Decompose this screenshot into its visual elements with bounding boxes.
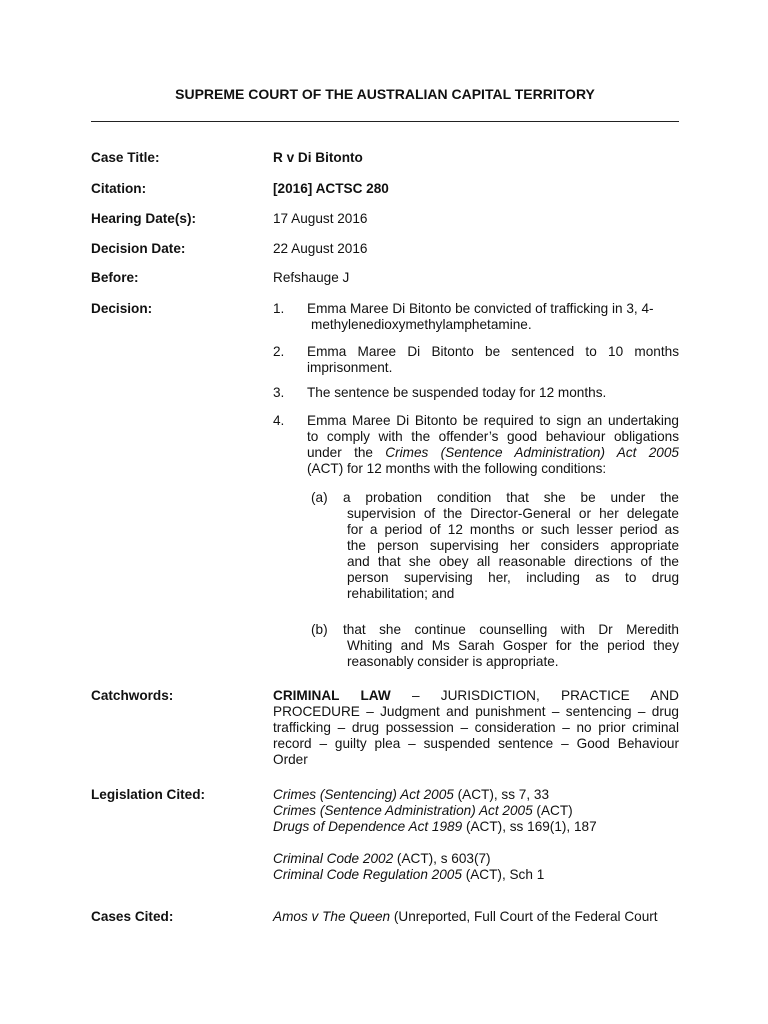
decision-item-text: The sentence be suspended today for 12 months. [307, 385, 607, 400]
legislation-item: Criminal Code Regulation 2005 (ACT), Sch 1 [273, 867, 545, 882]
catchwords-label: Catchwords: [91, 688, 174, 703]
cases-label: Cases Cited: [91, 909, 174, 924]
catchwords-heading: CRIMINAL LAW [273, 688, 391, 703]
catchwords-text: CRIMINAL LAW – JURISDICTION, PRACTICE AND PROCEDURE – Judgment and punishment – sentencing – drug trafficking – drug possession – consideration – no prior criminal record – guilty plea – suspended sentence – Good Behaviour Order [273, 688, 679, 767]
decision-item-number: 4. [273, 413, 285, 428]
hearing-value: 17 August 2016 [273, 211, 368, 226]
decision-item-text: to comply with the offender’s good behaviour obligations [307, 429, 679, 444]
legislation-item: Criminal Code 2002 (ACT), s 603(7) [273, 851, 491, 866]
decision-date-value: 22 August 2016 [273, 241, 368, 256]
decision-label: Decision: [91, 301, 153, 316]
decision-item-number: 3. [273, 385, 285, 400]
decision-item-text: Emma Maree Di Bitonto be required to sign an undertaking [307, 413, 679, 428]
legislation-list [273, 787, 679, 883]
legislation-item: Drugs of Dependence Act 1989 (ACT), ss 169(1), 187 [273, 819, 597, 834]
legislation-item: Crimes (Sentencing) Act 2005 (ACT), ss 7, 33 [273, 787, 550, 802]
condition-text: for a period of 12 months or such lesser period as [347, 522, 679, 537]
case-title-label: Case Title: [91, 150, 160, 165]
condition-text: that she continue counselling with Dr Meredith [343, 622, 679, 637]
citation-label: Citation: [91, 181, 147, 196]
condition-text: the person supervising her considers appropriate [347, 538, 679, 553]
decision-item-text: Emma Maree Di Bitonto be convicted of trafficking in 3, 4- [307, 301, 654, 316]
decision-item-text: Emma Maree Di Bitonto be sentenced to 10 months [307, 344, 679, 359]
condition-text: rehabilitation; and [347, 586, 455, 601]
legislation-label: Legislation Cited: [91, 787, 206, 802]
court-title: SUPREME COURT OF THE AUSTRALIAN CAPITAL TERRITORY [175, 86, 595, 102]
decision-item-text: methylenedioxymethylamphetamine. [311, 317, 532, 332]
legislation-item: Crimes (Sentence Administration) Act 2005 (ACT) [273, 803, 573, 818]
hearing-label: Hearing Date(s): [91, 211, 196, 226]
condition-text: and that she obey all reasonable directions of the [347, 554, 679, 569]
header-divider [91, 121, 679, 122]
condition-number: (b) [311, 622, 328, 637]
before-label: Before: [91, 270, 139, 285]
citation-value: [2016] ACTSC 280 [273, 181, 389, 196]
decision-item-text: (ACT) for 12 months with the following conditions: [307, 461, 607, 476]
before-value: Refshauge J [273, 270, 350, 285]
condition-text: supervision of the Director-General or her delegate [347, 506, 679, 521]
decision-item-number: 1. [273, 301, 285, 316]
decision-date-label: Decision Date: [91, 241, 186, 256]
decision-item-text: imprisonment. [307, 360, 393, 375]
condition-text: person supervising her, including as to drug [347, 570, 679, 585]
act-title: Crimes (Sentence Administration) Act 2005 [385, 445, 679, 460]
case-item: Amos v The Queen (Unreported, Full Court of the Federal Court [273, 909, 658, 924]
cases-list [273, 909, 679, 925]
case-title-value: R v Di Bitonto [273, 150, 363, 165]
condition-text: Whiting and Ms Sarah Gosper for the period they [347, 638, 679, 653]
condition-text: reasonably consider is appropriate. [347, 654, 559, 669]
condition-text: a probation condition that she be under the [343, 490, 679, 505]
condition-number: (a) [311, 490, 328, 505]
decision-item-text: under the [307, 445, 373, 460]
decision-item-number: 2. [273, 344, 285, 359]
